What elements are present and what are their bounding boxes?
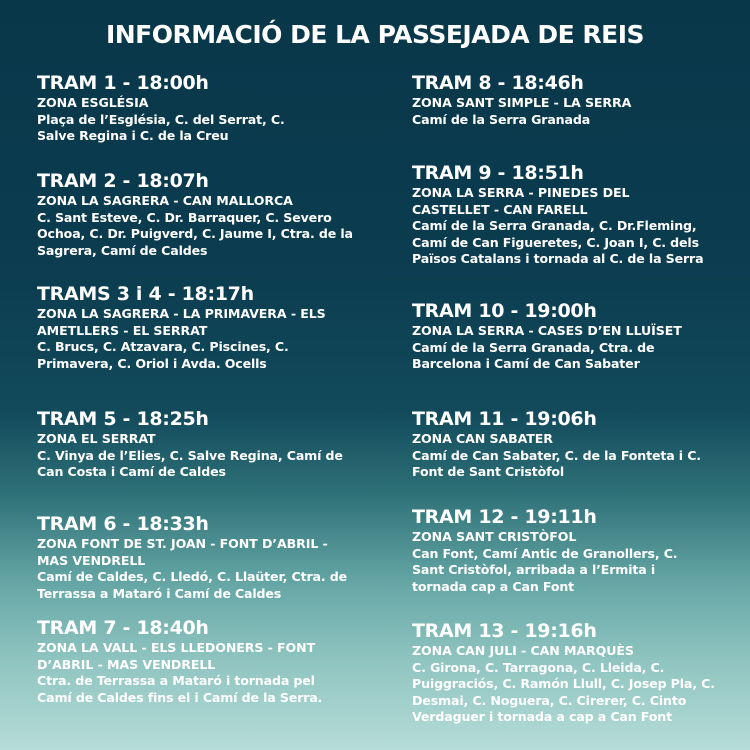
tram-heading: TRAM 7 - 18:40h — [37, 617, 209, 639]
tram-6 — [37, 513, 382, 602]
tram-zone: ZONA LA SERRA - PINEDES DEL CASTELLET - CAN FARELL — [412, 185, 630, 217]
tram-zone: ZONA LA VALL - ELS LLEDONERS - FONT D’ABRIL - MAS VENDRELL — [37, 640, 316, 672]
tram-zone: ZONA EL SERRAT — [37, 431, 156, 446]
tram-zone: ZONA LA SAGRERA - CAN MALLORCA — [37, 193, 293, 208]
tram-streets: Camí de Caldes, C. Lledó, C. Llaüter, Ctra. de Terrassa a Mataró i Camí de Caldes — [37, 569, 348, 601]
tram-streets: C. Brucs, C. Atzavara, C. Piscines, C. Primavera, C. Oriol i Avda. Ocells — [37, 339, 289, 371]
page-title: INFORMACIÓ DE LA PASSEJADA DE REIS — [105, 20, 645, 49]
tram-13 — [412, 620, 747, 726]
tram-streets: Camí de la Serra Granada — [412, 111, 591, 127]
tram-8 — [412, 72, 747, 128]
tram-streets: Can Font, Camí Antic de Granollers, C. Sant Cristòfol, arribada a l’Ermita i tornada cap a Can Font — [412, 545, 678, 594]
tram-3-4 — [37, 283, 382, 372]
tram-11 — [412, 408, 747, 481]
tram-heading: TRAM 13 - 19:16h — [412, 620, 597, 642]
tram-heading: TRAM 2 - 18:07h — [37, 170, 209, 192]
tram-streets: Camí de la Serra Granada, C. Dr.Fleming, Camí de Can Figueretes, C. Joan I, C. dels Països Catalans i tornada al C. de la Serra — [412, 218, 704, 266]
tram-heading: TRAM 8 - 18:46h — [412, 72, 584, 94]
tram-9 — [412, 162, 747, 268]
tram-zone: ZONA ESGLÉSIA — [37, 95, 149, 110]
tram-heading: TRAM 10 - 19:00h — [412, 300, 597, 322]
tram-streets: Plaça de l’Església, C. del Serrat, C. Salve Regina i C. de la Creu — [37, 111, 285, 143]
tram-heading: TRAM 12 - 19:11h — [412, 506, 597, 528]
tram-2 — [37, 170, 382, 259]
tram-7 — [37, 617, 382, 706]
tram-12 — [412, 506, 747, 595]
tram-zone: ZONA CAN SABATER — [412, 431, 553, 446]
tram-streets: Camí de Can Sabater, C. de la Fonteta i C. Font de Sant Cristòfol — [412, 447, 701, 479]
tram-heading: TRAM 6 - 18:33h — [37, 513, 209, 535]
tram-streets: Camí de la Serra Granada, Ctra. de Barcelona i Camí de Can Sabater — [412, 339, 655, 371]
tram-10 — [412, 300, 747, 373]
tram-zone: ZONA LA SERRA - CASES D’EN LLUÏSET — [412, 323, 682, 338]
tram-heading: TRAM 11 - 19:06h — [412, 408, 597, 430]
tram-streets: C. Sant Esteve, C. Dr. Barraquer, C. Severo Ochoa, C. Dr. Puigverd, C. Jaume I, Ctra. de la Sagrera, Camí de Caldes — [37, 209, 353, 258]
tram-5 — [37, 408, 382, 481]
tram-streets: C. Girona, C. Tarragona, C. Lleida, C. Puiggraciós, C. Ramón Llull, C. Josep Pla, C. Desmai, C. Noguera, C. Cirerer, C. Cinto Verdaguer i tornada a cap a Can Font — [412, 659, 715, 724]
tram-zone: ZONA CAN JULI - CAN MARQUÈS — [412, 643, 634, 658]
tram-1 — [37, 72, 382, 145]
tram-heading: TRAM 5 - 18:25h — [37, 408, 209, 430]
tram-streets: C. Vinya de l’Elies, C. Salve Regina, Camí de Can Costa i Camí de Caldes — [37, 447, 343, 479]
tram-zone: ZONA FONT DE ST. JOAN - FONT D’ABRIL - MAS VENDRELL — [37, 536, 328, 568]
tram-zone: ZONA SANT CRISTÒFOL — [412, 529, 577, 544]
tram-zone: ZONA SANT SIMPLE - LA SERRA — [412, 95, 632, 110]
tram-streets: Ctra. de Terrassa a Mataró i tornada pel Camí de Caldes fins el i Camí de la Serra. — [37, 673, 323, 705]
tram-heading: TRAM 1 - 18:00h — [37, 72, 209, 94]
tram-heading: TRAMS 3 i 4 - 18:17h — [37, 283, 254, 305]
tram-zone: ZONA LA SAGRERA - LA PRIMAVERA - ELS AMETLLERS - EL SERRAT — [37, 306, 326, 338]
tram-heading: TRAM 9 - 18:51h — [412, 162, 584, 184]
